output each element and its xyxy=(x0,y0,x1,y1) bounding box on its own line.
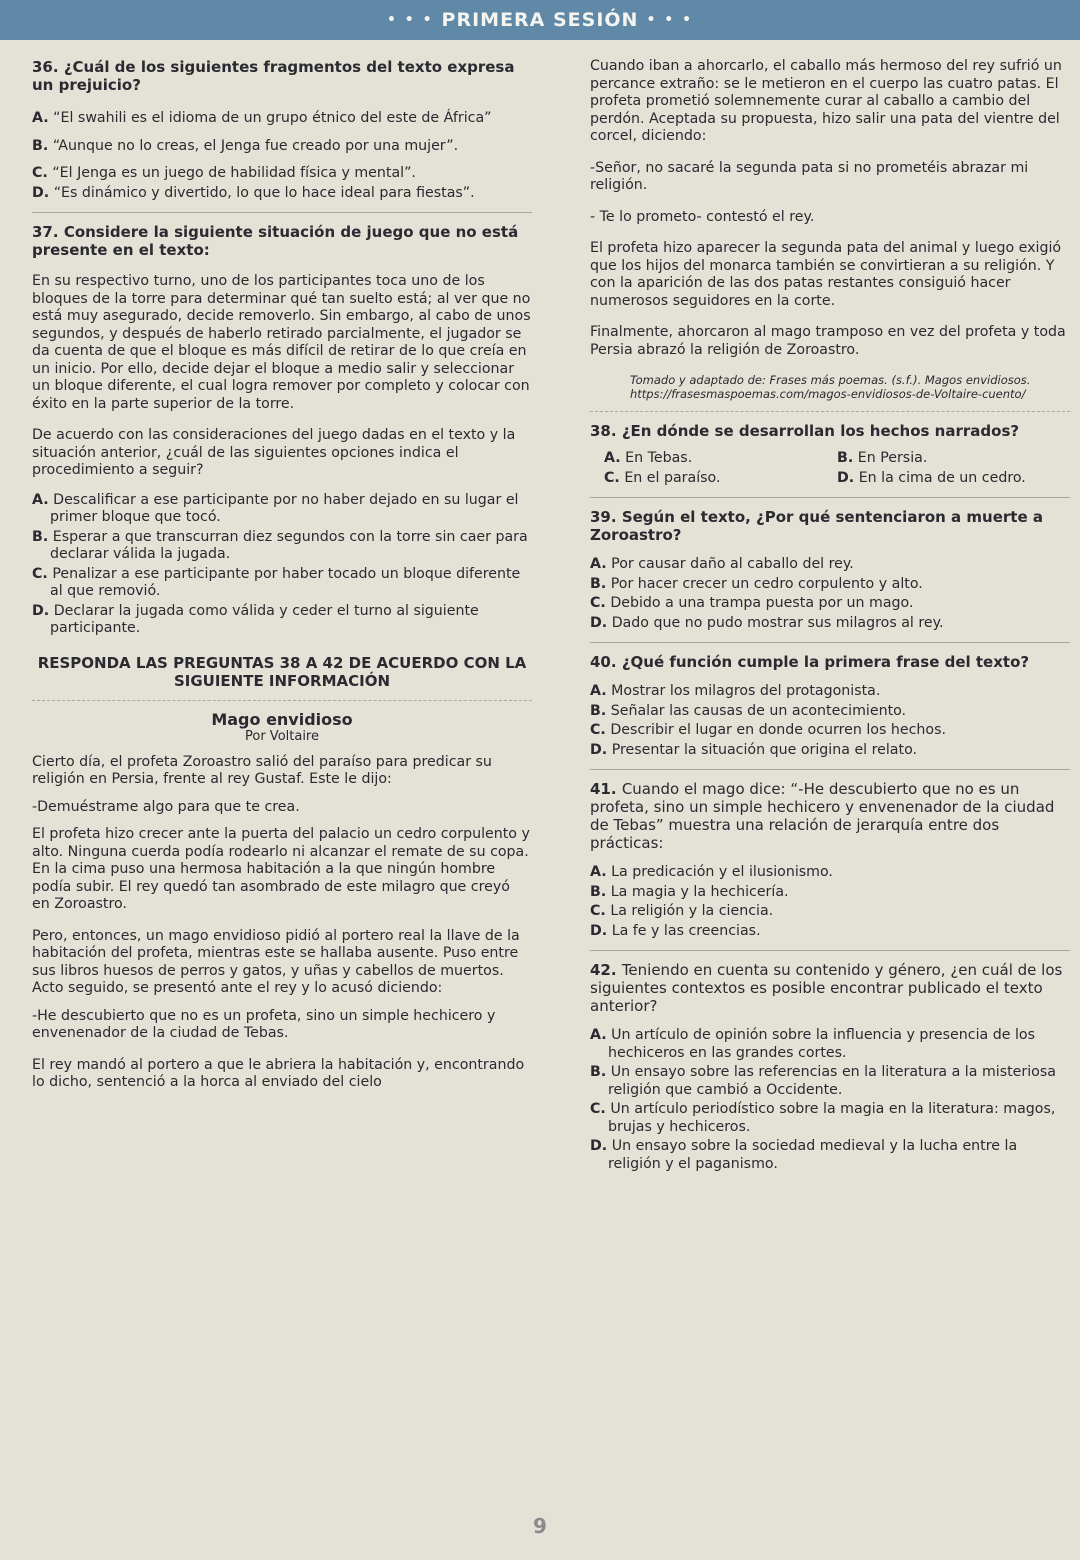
story-paragraph: Cuando iban a ahorcarlo, el caballo más hermoso del rey sufrió un percance extraño: se le metieron en el cuerpo las cuatro patas. El profeta prometió solemnemente curar al caballo a cambio del perdón. Aceptada su propuesta, hizo salir una pata del vientre del corcel, diciendo: xyxy=(590,58,1062,144)
left-column xyxy=(32,58,532,1500)
story-paragraph: -He descubierto que no es un profeta, sino un simple hechicero y envenenador de la ciudad de Tebas. xyxy=(32,1007,496,1041)
story-paragraph: - Te lo prometo- contestó el rey. xyxy=(590,208,815,225)
option-a[interactable]: A. “El swahili es el idioma de un grupo étnico del este de África” xyxy=(32,110,492,126)
divider xyxy=(590,769,1070,770)
instruction-heading: RESPONDA LAS PREGUNTAS 38 A 42 DE ACUERDO CON LA SIGUIENTE INFORMACIÓN xyxy=(37,653,527,690)
question-40: 40. ¿Qué función cumple la primera frase del texto? A. Mostrar los milagros del protagonista. B. Señalar las causas de un acontecimiento. C. Describir el lugar en donde ocurren los hechos. D. Presentar la situación que origina el relato. xyxy=(590,653,1070,759)
question-36 xyxy=(32,58,532,202)
option-b[interactable]: B. Esperar a que transcurran diez segundos con la torre sin caer para declarar válida la jugada. xyxy=(32,528,528,562)
question-42: 42. Teniendo en cuenta su contenido y género, ¿en cuál de los siguientes contextos es posible encontrar publicado el texto anterior? A. Un artículo de opinión sobre la influencia y presencia de los hechiceros en las grandes cortes. B. Un ensayo sobre las referencias en la literatura a la misteriosa religión que cambió a Occidente. C. Un artículo periodístico sobre la magia en la literatura: magos, brujas y hechiceros. D. Un ensayo sobre la sociedad medieval y la lucha entre la religión y el paganismo. xyxy=(590,961,1070,1173)
option-a[interactable]: A. Descalificar a ese participante por no haber dejado en su lugar el primer bloque que tocó. xyxy=(32,491,519,525)
question-text: Según el texto, ¿Por qué sentenciaron a muerte a Zoroastro? xyxy=(590,508,1043,544)
story-source: Tomado y adaptado de: Frases más poemas. (s.f.). Magos envidiosos. https://frasesmaspoemas.com/magos-envidiosos-de-Voltaire-cuento/ xyxy=(630,373,1031,401)
option-c[interactable]: C. “El Jenga es un juego de habilidad física y mental”. xyxy=(32,165,416,181)
option-a[interactable]: A. En Tebas. xyxy=(604,450,693,466)
option-b[interactable]: B. En Persia. xyxy=(837,450,928,466)
option-d[interactable]: D. Dado que no pudo mostrar sus milagros al rey. xyxy=(590,614,944,631)
option-c[interactable]: C. La religión y la ciencia. xyxy=(590,903,774,919)
story-author: Por Voltaire xyxy=(245,729,319,744)
question-prompt: De acuerdo con las consideraciones del juego dadas en el texto y la situación anterior, ¿cuál de las siguientes opciones indica el procedimiento a seguir? xyxy=(32,427,516,478)
option-d[interactable]: D. Declarar la jugada como válida y ceder el turno al siguiente participante. xyxy=(32,602,479,636)
option-c[interactable]: C. Describir el lugar en donde ocurren los hechos. xyxy=(590,722,946,738)
divider xyxy=(590,497,1070,498)
option-c[interactable]: C. En el paraíso. xyxy=(604,469,721,486)
question-number: 37. xyxy=(32,223,59,241)
story-right xyxy=(590,58,1070,401)
story-title: Mago envidioso xyxy=(211,709,353,729)
option-c[interactable]: C. Penalizar a ese participante por haber tocado un bloque diferente al que removió. xyxy=(32,565,521,599)
divider xyxy=(590,950,1070,951)
story-paragraph: El rey mandó al portero a que le abriera la habitación y, encontrando lo dicho, sentenció a la horca al enviado del cielo xyxy=(32,1056,525,1090)
story-paragraph: El profeta hizo crecer ante la puerta del palacio un cedro corpulento y alto. Ninguna cuerda podía rodearlo ni alcanzar el remate de su copa. En la cima puso una hermosa habitación a la que ningún hombre podía subir. El rey quedó tan asombrado de este milagro que creyó en Zoroastro. xyxy=(32,826,530,912)
right-column xyxy=(590,58,1070,1500)
divider xyxy=(590,411,1070,412)
story-paragraph: Finalmente, ahorcaron al mago tramposo en vez del profeta y toda Persia abrazó la religión de Zoroastro. xyxy=(590,324,1066,358)
story-left xyxy=(32,711,532,1092)
question-text: Cuando el mago dice: “-He descubierto que no es un profeta, sino un simple hechicero y envenenador de la ciudad de Tebas” muestra una relación de jerarquía entre dos prácticas: xyxy=(590,780,1055,852)
option-b[interactable]: B. Un ensayo sobre las referencias en la literatura a la misteriosa religión que cambió a Occidente. xyxy=(590,1064,1056,1098)
option-c[interactable]: C. Debido a una trampa puesta por un mago. xyxy=(590,595,914,611)
session-header xyxy=(0,0,1080,40)
option-c[interactable]: C. Un artículo periodístico sobre la magia en la literatura: magos, brujas y hechiceros. xyxy=(590,1101,1056,1135)
decorative-dots-right: • • • xyxy=(646,12,694,28)
question-39: 39. Según el texto, ¿Por qué sentenciaron a muerte a Zoroastro? A. Por causar daño al caballo del rey. B. Por hacer crecer un cedro corpulento y alto. C. Debido a una trampa puesta por un mago. D. Dado que no pudo mostrar sus milagros al rey. xyxy=(590,508,1070,632)
question-41: 41. Cuando el mago dice: “-He descubierto que no es un profeta, sino un simple hechicero y envenenador de la ciudad de Tebas” muestra una relación de jerarquía entre dos prácticas: A. La predicación y el ilusionismo. B. La magia y la hechicería. C. La religión y la ciencia. D. La fe y las creencias. xyxy=(590,780,1070,940)
story-paragraph: Pero, entonces, un mago envidioso pidió al portero real la llave de la habitación del profeta, mientras este se hallaba ausente. Puso entre sus libros huesos de perros y gatos, y uñas y cabellos de muertos. Acto seguido, se presentó ante el rey y lo acusó diciendo: xyxy=(32,927,520,996)
story-paragraph: Cierto día, el profeta Zoroastro salió del paraíso para predicar su religión en Persia, frente al rey Gustaf. Este le dijo: xyxy=(32,753,492,787)
question-text: ¿Cuál de los siguientes fragmentos del texto expresa un prejuicio? xyxy=(32,58,515,94)
question-text: Teniendo en cuenta su contenido y género, ¿en cuál de los siguientes contextos es posible encontrar publicado el texto anterior? xyxy=(590,961,1063,1015)
story-paragraph: -Señor, no sacaré la segunda pata si no prometéis abrazar mi religión. xyxy=(590,159,1029,193)
option-b[interactable]: B. La magia y la hechicería. xyxy=(590,883,789,900)
divider xyxy=(590,642,1070,643)
option-b[interactable]: B. Por hacer crecer un cedro corpulento y alto. xyxy=(590,575,923,592)
story-paragraph: -Demuéstrame algo para que te crea. xyxy=(32,798,300,815)
question-38: 38. ¿En dónde se desarrollan los hechos narrados? A. En Tebas. B. En Persia. C. En el paraíso. D. En la cima de un cedro. xyxy=(590,422,1070,487)
option-a[interactable]: A. Mostrar los milagros del protagonista. xyxy=(590,683,881,699)
decorative-dots-left: • • • xyxy=(386,12,434,28)
question-37 xyxy=(32,223,532,638)
option-a[interactable]: A. La predicación y el ilusionismo. xyxy=(590,864,833,880)
option-a[interactable]: A. Un artículo de opinión sobre la influencia y presencia de los hechiceros en las grandes cortes. xyxy=(590,1027,1035,1061)
option-d[interactable]: D. Un ensayo sobre la sociedad medieval y la lucha entre la religión y el paganismo. xyxy=(590,1138,1018,1172)
option-d[interactable]: D. Presentar la situación que origina el relato. xyxy=(590,741,918,758)
option-b[interactable]: B. “Aunque no lo creas, el Jenga fue creado por una mujer”. xyxy=(32,137,459,154)
option-d[interactable]: D. En la cima de un cedro. xyxy=(837,469,1026,486)
option-b[interactable]: B. Señalar las causas de un acontecimiento. xyxy=(590,702,907,719)
question-text: Considere la siguiente situación de juego que no está presente en el texto: xyxy=(32,223,519,259)
story-paragraph: El profeta hizo aparecer la segunda pata del animal y luego exigió que los hijos del monarca también se convirtieran a su religión. Y con la aparición de las dos patas restantes consiguió hacer numerosos seguidores en la corte. xyxy=(590,240,1062,309)
question-text: ¿En dónde se desarrollan los hechos narrados? xyxy=(621,422,1020,440)
option-d[interactable]: D. “Es dinámico y divertido, lo que lo hace ideal para fiestas”. xyxy=(32,184,475,201)
option-a[interactable]: A. Por causar daño al caballo del rey. xyxy=(590,556,854,572)
question-number: 36. xyxy=(32,58,59,76)
game-situation: En su respectivo turno, uno de los participantes toca uno de los bloques de la torre para determinar qué tan suelto está; al ver que no está muy asegurado, decide removerlo. Sin embargo, al cabo de unos segundos, y después de haberlo retirado parcialmente, el jugador se da cuenta de que el bloque es más difícil de retirar de lo que creía en un inicio. Por ello, decide dejar el bloque a medio salir y seleccionar un bloque diferente, el cual logra remover por completo y colocar con éxito en la parte superior de la torre. xyxy=(32,273,531,412)
question-text: ¿Qué función cumple la primera frase del texto? xyxy=(621,653,1030,671)
divider xyxy=(32,212,532,213)
page-number: 9 xyxy=(533,1514,547,1538)
option-d[interactable]: D. La fe y las creencias. xyxy=(590,922,761,939)
divider xyxy=(32,700,532,701)
session-title: PRIMERA SESIÓN xyxy=(441,9,639,31)
